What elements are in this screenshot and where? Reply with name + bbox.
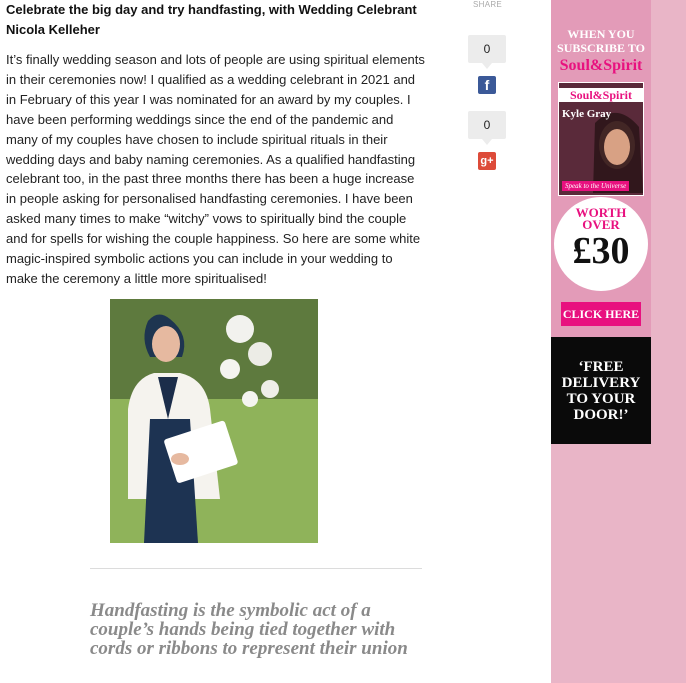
worth-text	[554, 207, 648, 231]
ad-when-line-1: WHEN YOU	[567, 27, 635, 41]
pull-quote: Handfasting is the symbolic act of a couple’s hands being tied together with cords or ribbons to represent their union	[90, 600, 408, 659]
ad-headline	[551, 27, 651, 55]
free-delivery-advert[interactable]: ‘FREE DELIVERY TO YOUR DOOR!’	[551, 337, 651, 444]
cover-headline: Kyle Gray	[562, 108, 612, 120]
magazine-cover	[558, 82, 644, 196]
googleplus-share-count: 0	[468, 111, 506, 139]
facebook-icon[interactable]: f	[478, 76, 496, 94]
cover-image	[559, 83, 644, 196]
celebrant-photo-image	[110, 299, 318, 543]
article-intro-paragraph: It’s finally wedding season and lots of people are using spiritual elements in their ceremonies now! I qualified as a wedding celebrant in 2021 and in February of this year I was nominated for an award by my couples. I have been performing weddings since the end of the pandemic and many of my couples have chosen to include spiritual rituals in their wedding days and baby naming ceremonies. As a qualified handfasting celebrant too, in the past three months there has been a huge increase in people asking for personalised handfasting ceremonies. I have been asked many times to make “witchy” vows to spiritually bind the couple and for spells for wishing the couple happiness. So here are some white magic-inspired symbolic actions you can include in your wedding to make the ceremony a little more spiritualised!	[6, 52, 425, 286]
worth-price: £30	[572, 230, 630, 272]
subscribe-advert[interactable]	[551, 0, 651, 337]
ad-brand-logo: Soul&Spirit	[559, 57, 643, 74]
worth-line-2: OVER	[582, 217, 620, 232]
worth-line-1: WORTH	[575, 205, 627, 220]
ad-when-line-2: SUBSCRIBE TO	[557, 41, 645, 55]
section-divider	[90, 568, 422, 569]
worth-badge	[554, 197, 648, 291]
cover-masthead: Soul&Spirit	[559, 88, 643, 102]
article	[6, 0, 426, 289]
article-headline: Celebrate the big day and try handfasting, with Wedding Celebrant Nicola Kelleher	[6, 2, 417, 37]
celebrant-photo	[110, 299, 318, 543]
click-here-button[interactable]: CLICK HERE	[561, 302, 641, 326]
google-plus-icon[interactable]: g+	[478, 152, 496, 170]
share-label: SHARE	[473, 0, 503, 9]
cover-tagline: Speak to the Universe	[562, 181, 629, 191]
facebook-share-count: 0	[468, 35, 506, 63]
